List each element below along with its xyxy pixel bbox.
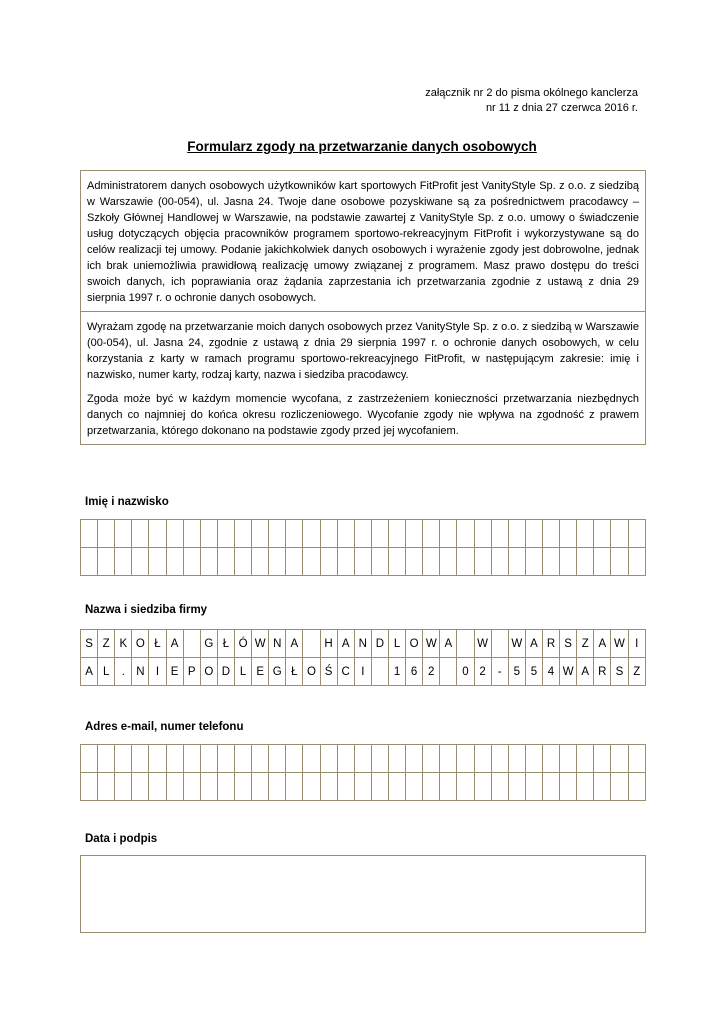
letter-cell[interactable] bbox=[337, 520, 354, 548]
attachment-note-line1: załącznik nr 2 do pisma okólnego kanclerza bbox=[425, 87, 638, 99]
letter-cell[interactable] bbox=[81, 548, 98, 576]
letter-cell[interactable] bbox=[217, 548, 234, 576]
letter-cell[interactable] bbox=[303, 520, 320, 548]
letter-cell[interactable]: A bbox=[81, 658, 98, 686]
letter-cell[interactable]: O bbox=[303, 658, 320, 686]
name-field-label: Imię i nazwisko bbox=[85, 496, 169, 508]
letter-cell[interactable]: D bbox=[217, 658, 234, 686]
letter-cell[interactable]: 2 bbox=[474, 658, 491, 686]
letter-cell[interactable]: W bbox=[611, 630, 628, 658]
letter-cell[interactable]: R bbox=[542, 630, 559, 658]
letter-cell[interactable] bbox=[440, 520, 457, 548]
letter-cell[interactable]: N bbox=[354, 630, 371, 658]
letter-cell[interactable]: O bbox=[406, 630, 423, 658]
letter-cell[interactable] bbox=[440, 745, 457, 773]
letter-cell[interactable] bbox=[628, 548, 646, 576]
grid-row bbox=[81, 630, 646, 658]
letter-cell[interactable]: L bbox=[388, 630, 405, 658]
information-box bbox=[80, 170, 646, 445]
letter-cell[interactable] bbox=[354, 548, 371, 576]
letter-cell[interactable] bbox=[200, 773, 217, 801]
letter-cell[interactable] bbox=[594, 745, 611, 773]
letter-cell[interactable]: A bbox=[440, 630, 457, 658]
letter-cell[interactable]: N bbox=[269, 630, 286, 658]
letter-cell[interactable] bbox=[337, 745, 354, 773]
letter-cell[interactable]: N bbox=[132, 658, 149, 686]
letter-cell[interactable] bbox=[474, 548, 491, 576]
letter-cell[interactable] bbox=[371, 745, 388, 773]
letter-cell[interactable] bbox=[560, 745, 577, 773]
letter-cell[interactable] bbox=[115, 520, 132, 548]
grid-row bbox=[81, 520, 646, 548]
attachment-note bbox=[425, 86, 638, 116]
letter-cell[interactable] bbox=[542, 548, 559, 576]
letter-cell[interactable] bbox=[560, 520, 577, 548]
letter-cell[interactable] bbox=[217, 745, 234, 773]
letter-cell[interactable] bbox=[474, 773, 491, 801]
letter-cell[interactable] bbox=[594, 548, 611, 576]
letter-cell[interactable]: A bbox=[594, 630, 611, 658]
letter-cell[interactable]: S bbox=[560, 630, 577, 658]
company-grid[interactable] bbox=[80, 629, 646, 686]
letter-cell[interactable] bbox=[577, 520, 594, 548]
letter-cell[interactable]: . bbox=[115, 658, 132, 686]
letter-cell[interactable]: Z bbox=[628, 658, 646, 686]
letter-cell[interactable] bbox=[440, 548, 457, 576]
signature-box[interactable] bbox=[80, 855, 646, 933]
letter-cell[interactable] bbox=[183, 548, 200, 576]
letter-cell[interactable] bbox=[234, 773, 251, 801]
letter-cell[interactable] bbox=[269, 773, 286, 801]
letter-cell[interactable] bbox=[303, 745, 320, 773]
letter-cell[interactable] bbox=[628, 520, 646, 548]
letter-cell[interactable] bbox=[98, 520, 115, 548]
letter-cell[interactable]: O bbox=[132, 630, 149, 658]
letter-cell[interactable] bbox=[508, 520, 525, 548]
letter-cell[interactable] bbox=[320, 548, 337, 576]
letter-cell[interactable]: 1 bbox=[388, 658, 405, 686]
letter-cell[interactable] bbox=[577, 548, 594, 576]
letter-cell[interactable]: E bbox=[166, 658, 183, 686]
letter-cell[interactable]: P bbox=[183, 658, 200, 686]
letter-cell[interactable] bbox=[508, 773, 525, 801]
letter-cell[interactable] bbox=[132, 745, 149, 773]
letter-cell[interactable]: L bbox=[234, 658, 251, 686]
letter-cell[interactable]: W bbox=[474, 630, 491, 658]
letter-cell[interactable] bbox=[234, 745, 251, 773]
letter-cell[interactable]: H bbox=[320, 630, 337, 658]
letter-cell[interactable] bbox=[217, 520, 234, 548]
letter-cell[interactable] bbox=[491, 520, 508, 548]
grid-row bbox=[81, 773, 646, 801]
letter-cell[interactable] bbox=[525, 520, 542, 548]
letter-cell[interactable] bbox=[474, 745, 491, 773]
letter-cell[interactable] bbox=[132, 773, 149, 801]
letter-cell[interactable] bbox=[234, 520, 251, 548]
letter-cell[interactable] bbox=[98, 548, 115, 576]
letter-cell[interactable]: I bbox=[149, 658, 166, 686]
letter-cell[interactable] bbox=[149, 520, 166, 548]
letter-cell[interactable] bbox=[149, 745, 166, 773]
company-field-label: Nazwa i siedziba firmy bbox=[85, 604, 208, 616]
letter-cell[interactable] bbox=[525, 773, 542, 801]
contact-field-label: Adres e-mail, numer telefonu bbox=[85, 721, 244, 733]
letter-cell[interactable] bbox=[183, 745, 200, 773]
letter-cell[interactable] bbox=[149, 548, 166, 576]
letter-cell[interactable] bbox=[132, 548, 149, 576]
letter-cell[interactable] bbox=[371, 520, 388, 548]
letter-cell[interactable] bbox=[115, 548, 132, 576]
letter-cell[interactable]: A bbox=[525, 630, 542, 658]
letter-cell[interactable] bbox=[423, 773, 440, 801]
letter-cell[interactable] bbox=[611, 520, 628, 548]
letter-cell[interactable] bbox=[628, 773, 646, 801]
letter-cell[interactable] bbox=[166, 548, 183, 576]
letter-cell[interactable] bbox=[457, 773, 474, 801]
letter-cell[interactable] bbox=[406, 773, 423, 801]
letter-cell[interactable] bbox=[440, 658, 457, 686]
letter-cell[interactable]: Z bbox=[577, 630, 594, 658]
letter-cell[interactable] bbox=[252, 773, 269, 801]
letter-cell[interactable] bbox=[508, 745, 525, 773]
form-title: Formularz zgody na przetwarzanie danych osobowych bbox=[187, 139, 537, 154]
letter-cell[interactable] bbox=[149, 773, 166, 801]
letter-cell[interactable] bbox=[423, 745, 440, 773]
letter-cell[interactable] bbox=[542, 773, 559, 801]
letter-cell[interactable] bbox=[611, 548, 628, 576]
letter-cell[interactable] bbox=[200, 548, 217, 576]
letter-cell[interactable]: Ó bbox=[234, 630, 251, 658]
letter-cell[interactable] bbox=[457, 548, 474, 576]
letter-cell[interactable]: Ł bbox=[149, 630, 166, 658]
letter-cell[interactable] bbox=[542, 745, 559, 773]
letter-cell[interactable] bbox=[474, 520, 491, 548]
letter-cell[interactable] bbox=[166, 520, 183, 548]
letter-cell[interactable] bbox=[354, 520, 371, 548]
letter-cell[interactable] bbox=[303, 630, 320, 658]
letter-cell[interactable]: Ś bbox=[320, 658, 337, 686]
letter-cell[interactable]: G bbox=[200, 630, 217, 658]
letter-cell[interactable] bbox=[594, 773, 611, 801]
letter-cell[interactable] bbox=[388, 520, 405, 548]
letter-cell[interactable] bbox=[491, 548, 508, 576]
letter-cell[interactable]: 6 bbox=[406, 658, 423, 686]
letter-cell[interactable] bbox=[252, 548, 269, 576]
letter-cell[interactable] bbox=[611, 745, 628, 773]
letter-cell[interactable] bbox=[457, 630, 474, 658]
letter-cell[interactable] bbox=[115, 773, 132, 801]
letter-cell[interactable] bbox=[200, 520, 217, 548]
letter-cell[interactable]: I bbox=[628, 630, 646, 658]
consent-section bbox=[81, 311, 645, 444]
administrator-section bbox=[81, 171, 645, 311]
letter-cell[interactable] bbox=[303, 773, 320, 801]
letter-cell[interactable]: A bbox=[286, 630, 303, 658]
consent-text: Wyrażam zgodę na przetwarzanie moich danych osobowych przez VanityStyle Sp. z o.o. z siedzibą w Warszawie (00-054), ul. Jasna 24, zgodnie z ustawą z dnia 29 sierpnia 1997 r. o ochronie danych osobowych, w celu korzystania z karty w ramach programu sportowo-rekreacyjnego FitProfit, w następującym zakresie: imię i nazwisko, numer karty, rodzaj karty, nazwa i siedziba pracodawcy. bbox=[87, 321, 639, 381]
administrator-text: Administratorem danych osobowych użytkowników kart sportowych FitProfit jest VanityStyle Sp. z o.o. z siedzibą w Warszawie (00-054), ul. Jasna 24. Twoje dane osobowe pozyskiwane są za pośrednictwem pracodawcy – Szkoły Głównej Handlowej w Warszawie, na podstawie zawartej z VanityStyle Sp. z o.o. umowy o świadczenie usług dotyczących objęcia pracowników programem sportowo-rekreacyjnym FitProfit i wykorzystywane są do celów realizacji tej umowy. Podanie jakichkolwiek danych osobowych i wyrażenie zgody jest dobrowolne, jednak ich brak uniemożliwia prawidłową realizację umowy związanej z programem. Masz prawo dostępu do treści swoich danych, ich poprawiania oraz żądania zaprzestania ich przetwarzania zgodnie z ustawą z dnia 29 sierpnia 1997 r. o ochronie danych osobowych. bbox=[87, 180, 639, 304]
letter-cell[interactable]: 0 bbox=[457, 658, 474, 686]
letter-cell[interactable]: I bbox=[354, 658, 371, 686]
letter-cell[interactable]: R bbox=[594, 658, 611, 686]
letter-cell[interactable]: A bbox=[166, 630, 183, 658]
letter-cell[interactable]: W bbox=[560, 658, 577, 686]
letter-cell[interactable] bbox=[388, 548, 405, 576]
letter-cell[interactable]: S bbox=[81, 630, 98, 658]
letter-cell[interactable] bbox=[491, 630, 508, 658]
letter-cell[interactable]: K bbox=[115, 630, 132, 658]
letter-cell[interactable]: 2 bbox=[423, 658, 440, 686]
name-grid[interactable] bbox=[80, 519, 646, 576]
letter-cell[interactable] bbox=[440, 773, 457, 801]
letter-cell[interactable] bbox=[423, 548, 440, 576]
letter-cell[interactable] bbox=[337, 773, 354, 801]
letter-cell[interactable]: A bbox=[337, 630, 354, 658]
letter-cell[interactable] bbox=[577, 773, 594, 801]
letter-cell[interactable]: Ł bbox=[286, 658, 303, 686]
grid-row bbox=[81, 658, 646, 686]
letter-cell[interactable] bbox=[508, 548, 525, 576]
letter-cell[interactable] bbox=[337, 548, 354, 576]
letter-cell[interactable] bbox=[303, 548, 320, 576]
letter-cell[interactable] bbox=[132, 520, 149, 548]
letter-cell[interactable] bbox=[286, 520, 303, 548]
letter-cell[interactable] bbox=[269, 520, 286, 548]
grid-row bbox=[81, 548, 646, 576]
letter-cell[interactable] bbox=[491, 773, 508, 801]
letter-cell[interactable]: Ł bbox=[217, 630, 234, 658]
letter-cell[interactable]: 4 bbox=[542, 658, 559, 686]
letter-cell[interactable] bbox=[371, 658, 388, 686]
grid-row bbox=[81, 745, 646, 773]
attachment-note-line2: nr 11 z dnia 27 czerwca 2016 r. bbox=[485, 102, 638, 114]
letter-cell[interactable] bbox=[269, 548, 286, 576]
letter-cell[interactable]: L bbox=[98, 658, 115, 686]
letter-cell[interactable] bbox=[269, 745, 286, 773]
contact-grid[interactable] bbox=[80, 744, 646, 801]
letter-cell[interactable]: Z bbox=[98, 630, 115, 658]
letter-cell[interactable]: W bbox=[252, 630, 269, 658]
letter-cell[interactable] bbox=[457, 745, 474, 773]
letter-cell[interactable] bbox=[577, 745, 594, 773]
letter-cell[interactable] bbox=[423, 520, 440, 548]
letter-cell[interactable]: 5 bbox=[525, 658, 542, 686]
letter-cell[interactable] bbox=[371, 773, 388, 801]
letter-cell[interactable] bbox=[320, 773, 337, 801]
letter-cell[interactable]: G bbox=[269, 658, 286, 686]
letter-cell[interactable] bbox=[371, 548, 388, 576]
letter-cell[interactable] bbox=[98, 773, 115, 801]
letter-cell[interactable]: E bbox=[252, 658, 269, 686]
letter-cell[interactable] bbox=[183, 630, 200, 658]
letter-cell[interactable]: C bbox=[337, 658, 354, 686]
letter-cell[interactable] bbox=[560, 548, 577, 576]
letter-cell[interactable] bbox=[286, 745, 303, 773]
letter-cell[interactable] bbox=[388, 773, 405, 801]
letter-cell[interactable]: 5 bbox=[508, 658, 525, 686]
letter-cell[interactable]: W bbox=[508, 630, 525, 658]
letter-cell[interactable] bbox=[183, 773, 200, 801]
letter-cell[interactable] bbox=[594, 520, 611, 548]
letter-cell[interactable]: A bbox=[577, 658, 594, 686]
letter-cell[interactable] bbox=[286, 773, 303, 801]
letter-cell[interactable] bbox=[611, 773, 628, 801]
letter-cell[interactable] bbox=[234, 548, 251, 576]
letter-cell[interactable] bbox=[354, 745, 371, 773]
letter-cell[interactable] bbox=[166, 745, 183, 773]
letter-cell[interactable] bbox=[183, 520, 200, 548]
letter-cell[interactable]: W bbox=[423, 630, 440, 658]
withdrawal-text: Zgoda może być w każdym momencie wycofana, z zastrzeżeniem konieczności przetwarzania niezbędnych danych co najmniej do końca okresu rozliczeniowego. Wycofanie zgody nie wpływa na zgodność z prawem przetwarzania, którego dokonano na podstawie zgody przed jej wycofaniem. bbox=[87, 393, 639, 437]
letter-cell[interactable] bbox=[628, 745, 646, 773]
letter-cell[interactable] bbox=[457, 520, 474, 548]
letter-cell[interactable] bbox=[166, 773, 183, 801]
letter-cell[interactable] bbox=[252, 520, 269, 548]
letter-cell[interactable] bbox=[525, 745, 542, 773]
letter-cell[interactable]: D bbox=[371, 630, 388, 658]
letter-cell[interactable] bbox=[252, 745, 269, 773]
signature-field-label: Data i podpis bbox=[85, 833, 158, 845]
letter-cell[interactable]: O bbox=[200, 658, 217, 686]
letter-cell[interactable]: S bbox=[611, 658, 628, 686]
letter-cell[interactable] bbox=[286, 548, 303, 576]
letter-cell[interactable]: - bbox=[491, 658, 508, 686]
letter-cell[interactable] bbox=[542, 520, 559, 548]
letter-cell[interactable] bbox=[320, 745, 337, 773]
letter-cell[interactable] bbox=[115, 745, 132, 773]
letter-cell[interactable] bbox=[354, 773, 371, 801]
letter-cell[interactable] bbox=[525, 548, 542, 576]
letter-cell[interactable] bbox=[406, 520, 423, 548]
letter-cell[interactable] bbox=[81, 773, 98, 801]
letter-cell[interactable] bbox=[81, 745, 98, 773]
letter-cell[interactable] bbox=[81, 520, 98, 548]
letter-cell[interactable] bbox=[217, 773, 234, 801]
letter-cell[interactable] bbox=[406, 548, 423, 576]
letter-cell[interactable] bbox=[320, 520, 337, 548]
letter-cell[interactable] bbox=[388, 745, 405, 773]
letter-cell[interactable] bbox=[200, 745, 217, 773]
letter-cell[interactable] bbox=[98, 745, 115, 773]
letter-cell[interactable] bbox=[406, 745, 423, 773]
letter-cell[interactable] bbox=[491, 745, 508, 773]
letter-cell[interactable] bbox=[560, 773, 577, 801]
